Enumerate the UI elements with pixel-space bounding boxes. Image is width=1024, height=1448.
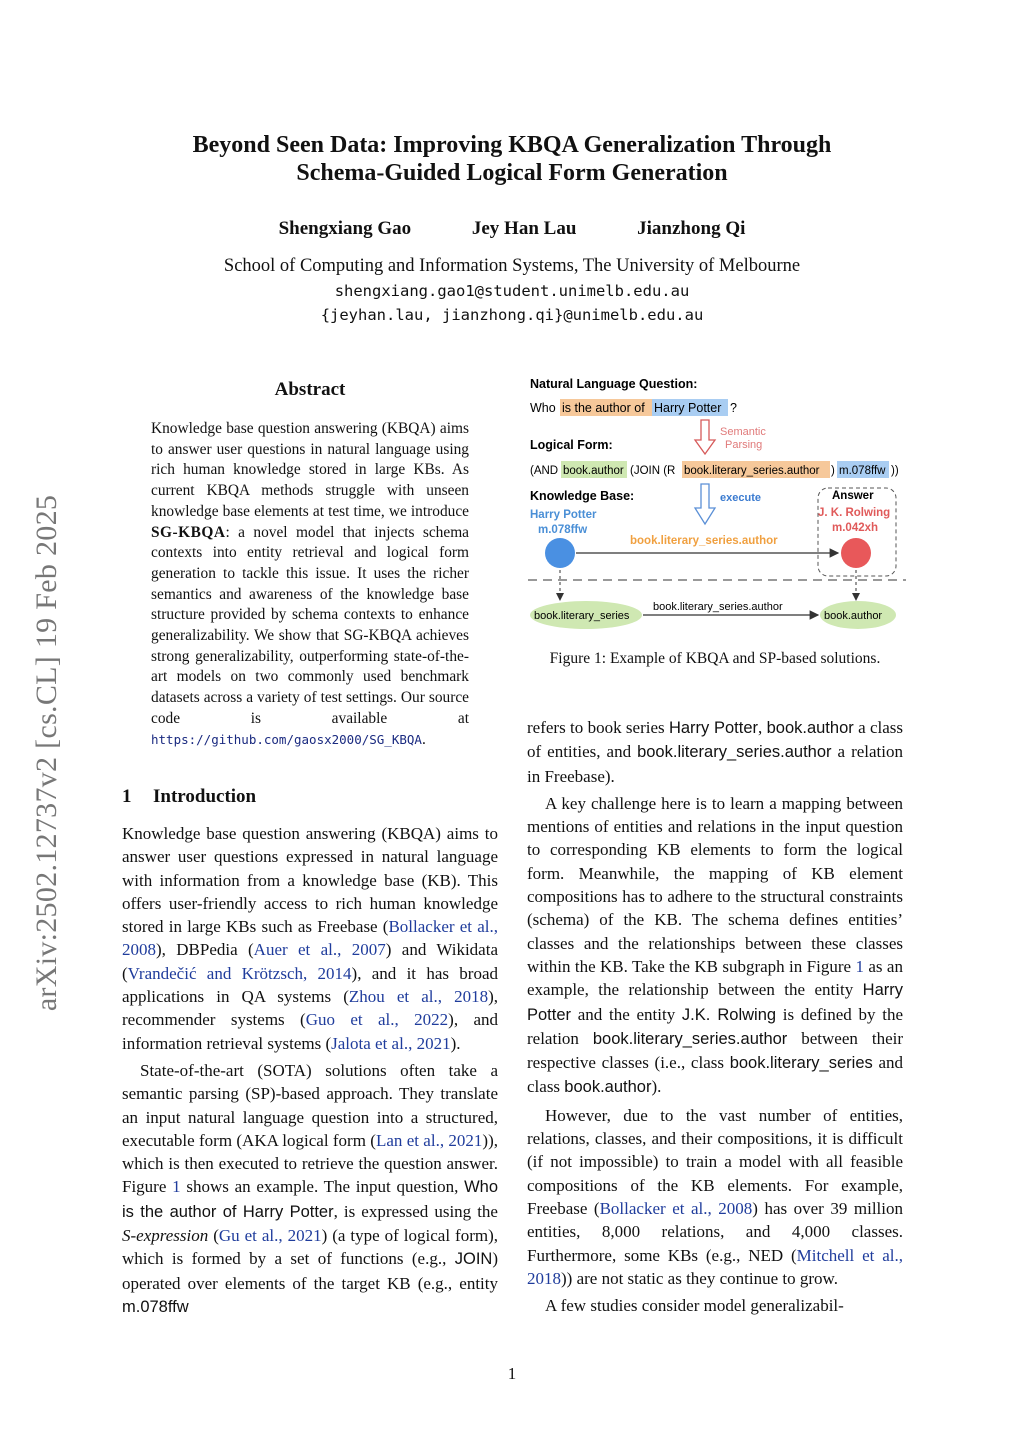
citation-link[interactable]: Bollacker et al., 2008: [122, 917, 498, 960]
semantic-parsing-arrow-icon: [695, 420, 715, 454]
title-line-1: Beyond Seen Data: Improving KBQA Generalization Through: [192, 132, 832, 158]
paragraph: However, due to the vast number of entities, relations, classes, and their compositions, it is difficult (if not impossible) to train a model with all feasible compositions of the KB elements. For example, Freebase (Bollacker et al., 2008) has over 39 million entities, 8,000 relations, and 4,000 classes. Furthermore, some KBs (e.g., NED (Mitchell et al., 2018)) are not static as they continue to grow.: [527, 1105, 903, 1288]
email-address: shengxiang.gao1@student.unimelb.edu.au: [334, 282, 690, 300]
paragraph: refers to book series Harry Potter, book.author a class of entities, and book.literary_series.author a relation in Freebase).: [527, 718, 904, 786]
logical-form-token: m.078ffw: [839, 465, 886, 477]
class-label: book.author: [824, 610, 883, 622]
model-name: SG-KBQA: [151, 523, 226, 541]
author-name: Shengxiang Gao: [278, 218, 412, 239]
paragraph: State-of-the-art (SOTA) solutions often take a semantic parsing (SP)-based approach. They translate an input natural language question into a structured, executable form (AKA logical form (Lan et al., 2021)), which is then executed to retrieve the question answer. Figure 1 shows an example. The input question, Who is the author of Harry Potter, is expressed using the S-expression (Gu et al., 2021) (a type of logical form), which is formed by a set of functions (e.g., JOIN) operated over elements of the target KB (e.g., entity m.078ffw: [122, 1060, 499, 1316]
figure-kbqa-example: [522, 372, 912, 640]
execute-arrow-icon: [695, 484, 715, 524]
logical-form-token: (JOIN (R: [630, 465, 676, 477]
logical-form-token: ): [831, 465, 835, 477]
email-address: {jeyhan.lau, jianzhong.qi}@unimelb.edu.au: [320, 306, 704, 324]
knowledge-base-label: Knowledge Base:: [530, 489, 635, 503]
paragraph: A key challenge here is to learn a mapping between mentions of entities and relations in the input question to corresponding KB elements to form the logical form. Meanwhile, the mapping of KB element compositions has to adhere to the structural constraints (schema) of the KB. The schema defines entities’ classes and the relationships between these classes within the KB. Take the KB subgraph in Figure 1 as an example, the relationship between the entity Harry Potter and the entity J.K. Rolwing is defined by the relation book.literary_series.author between their respective classes (i.e., class book.literary_series and class book.author).: [527, 793, 904, 1097]
affiliation: School of Computing and Information Systems, The University of Melbourne: [223, 256, 801, 276]
paragraph: Knowledge base question answering (KBQA) aims to answer user questions expressed in natural language with information from a knowledge base (KB). This offers user-friendly access to rich human knowledge stored in large KBs such as Freebase (Bollacker et al., 2008), DBPedia (Auer et al., 2007) and Wikidata (Vrandečić and Krötzsch, 2014), and it has broad applications in QA systems (Zhou et al., 2018), recommender systems (Guo et al., 2022), and information retrieval systems (Jalota et al., 2021).: [122, 824, 499, 1053]
answer-node: [841, 538, 871, 568]
citation-link[interactable]: Gu et al., 2021: [218, 1226, 322, 1246]
paper-title: [112, 131, 912, 187]
semantic-parsing-label: Semantic: [720, 426, 766, 438]
answer-entity-name: J. K. Rolwing: [818, 507, 891, 519]
abstract-heading: Abstract: [274, 379, 346, 400]
citation-link[interactable]: Vrandečić and Krötzsch, 2014: [127, 963, 352, 983]
title-line-2: Schema-Guided Logical Form Generation: [296, 160, 728, 186]
logical-form-label: Logical Form:: [530, 438, 613, 452]
answer-entity-id: m.042xh: [832, 522, 879, 534]
relation-edge-label: book.literary_series.author: [630, 535, 778, 547]
entity-id: m.078ffw: [538, 524, 588, 536]
author-name: Jianzhong Qi: [637, 218, 746, 239]
citation-link[interactable]: Guo et al., 2022: [305, 1010, 449, 1030]
page-number: 1: [507, 1364, 517, 1383]
entity-node: [545, 538, 575, 568]
logical-form-token: book.literary_series.author: [684, 465, 820, 477]
figure-ref-link[interactable]: 1: [172, 1177, 181, 1197]
abstract-body: Knowledge base question answering (KBQA) aims to answer user questions in natural language using rich human knowledge stored in large KBs. As current KBQA methods struggle with unseen knowledge base elements at test time, we introduce SG-KBQA: a novel model that injects schema contexts into entity retrieval and logical form generation to tackle this issue. It uses the richer semantics and awareness of the knowledge base structure provided by schema contexts to enhance generalizability. We show that SG-KBQA achieves strong generalizability, outperforming state-of-the-art models on two commonly used benchmark datasets across a variety of test settings. Our source code is available at https://github.com/gaosx2000/SG_KBQA.: [151, 420, 469, 748]
left-column-body: [122, 822, 498, 1323]
execute-label: execute: [720, 492, 761, 504]
logical-form-token: )): [891, 465, 899, 477]
question-entity-mention: Harry Potter: [654, 401, 722, 415]
semantic-parsing-label: Parsing: [725, 439, 763, 451]
class-label: book.literary_series: [534, 610, 630, 622]
author-name: Jey Han Lau: [471, 218, 577, 239]
question-mark: ?: [730, 401, 737, 415]
paragraph: A few studies consider model generalizabil-: [545, 1296, 844, 1316]
source-code-link[interactable]: https://github.com/gaosx2000/SG_KBQA: [151, 731, 422, 747]
citation-link[interactable]: Lan et al., 2021: [375, 1130, 483, 1150]
citation-link[interactable]: Auer et al., 2007: [253, 940, 386, 960]
citation-link[interactable]: Mitchell et al., 2018: [527, 1245, 903, 1288]
section-heading: 1 Introduction: [122, 786, 257, 807]
question-relation-mention: is the author of: [562, 401, 645, 415]
citation-link[interactable]: Jalota et al., 2021: [331, 1033, 451, 1053]
answer-label: Answer: [832, 490, 874, 502]
class-relation-label: book.literary_series.author: [653, 601, 783, 613]
citation-link[interactable]: Bollacker et al., 2008: [599, 1198, 753, 1218]
arxiv-identifier: arXiv:2502.12737v2 [cs.CL] 19 Feb 2025: [30, 494, 63, 1011]
citation-link[interactable]: Zhou et al., 2018: [348, 987, 489, 1007]
author-list: [112, 218, 912, 240]
question-text: Who: [530, 401, 556, 415]
logical-form-token: (AND: [530, 465, 559, 477]
entity-name: Harry Potter: [530, 509, 597, 521]
figure-caption: Figure 1: Example of KBQA and SP-based solutions.: [549, 650, 881, 667]
figure-ref-link[interactable]: 1: [855, 956, 864, 976]
right-column-body: [527, 716, 903, 1321]
nlq-label: Natural Language Question:: [530, 377, 698, 391]
logical-form-token: book.author: [563, 465, 624, 477]
